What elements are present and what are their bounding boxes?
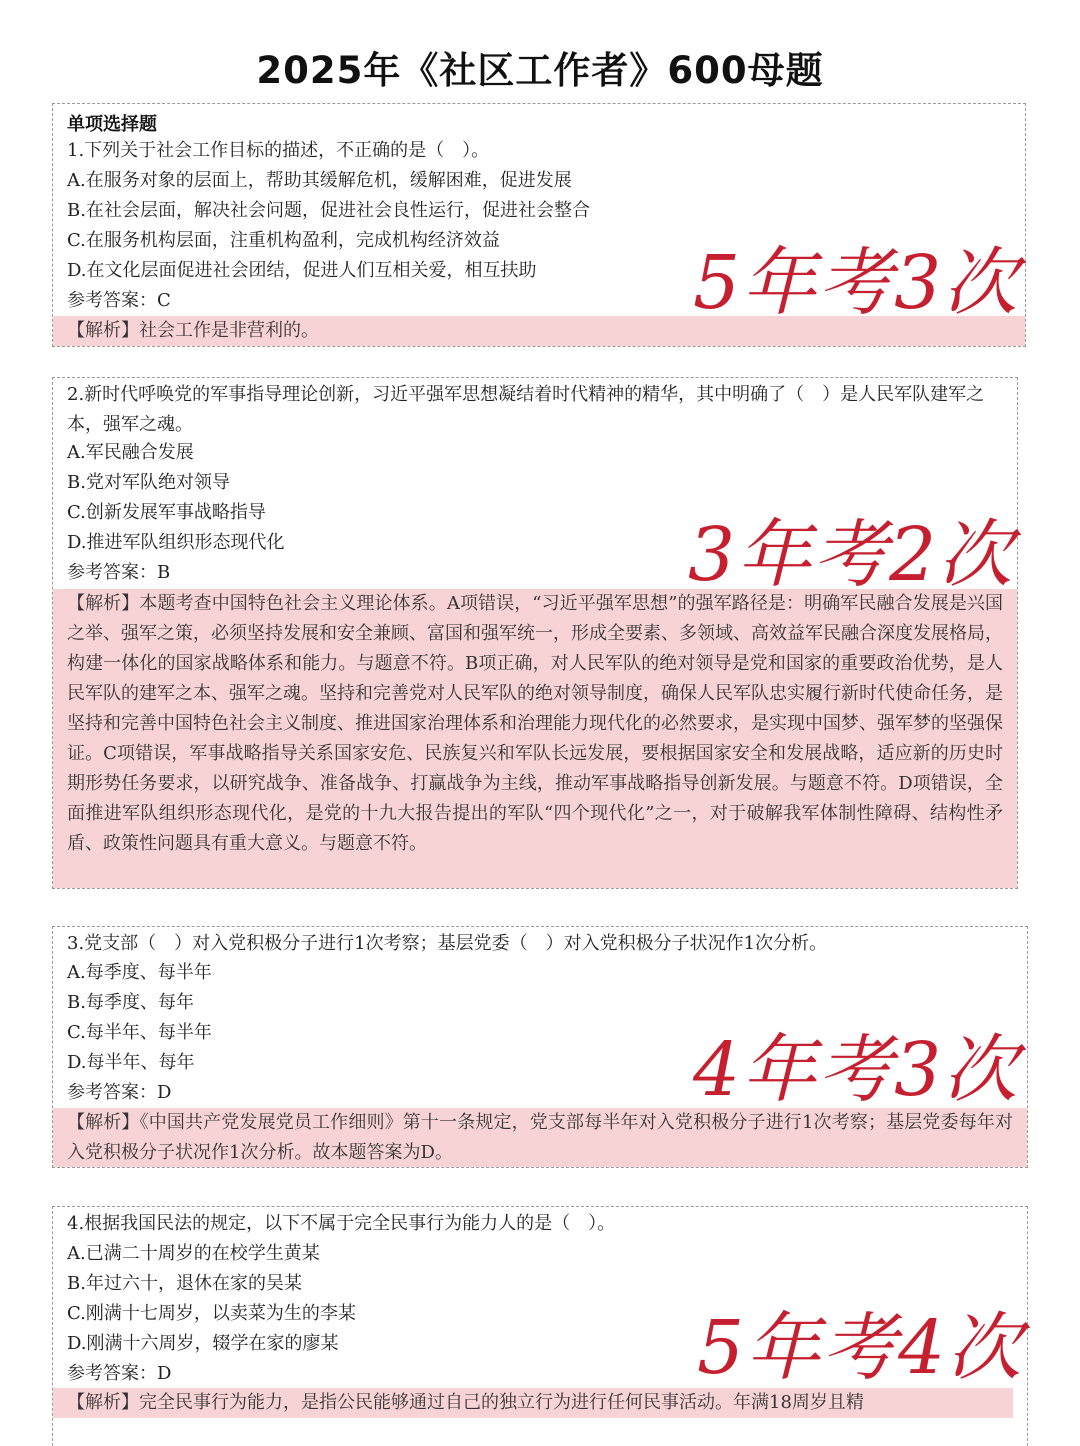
frequency-stamp: 3年考2次 [688, 512, 1015, 598]
option-a: A.军民融合发展 [67, 442, 194, 463]
option-a: A.已满二十周岁的在校学生黄某 [67, 1243, 320, 1264]
option-b: B.年过六十，退休在家的吴某 [67, 1273, 302, 1294]
option-a: A.每季度、每半年 [67, 962, 212, 983]
reference-answer: 参考答案：B [67, 562, 171, 583]
analysis-block: 【解析】社会工作是非营利的。 [53, 316, 1025, 346]
question-card-2 [52, 377, 1018, 889]
reference-answer: 参考答案：D [67, 1082, 172, 1103]
question-card-1 [52, 103, 1026, 347]
section-title: 单项选择题 [67, 114, 157, 135]
option-b: B.每季度、每年 [67, 992, 194, 1013]
analysis-block: 【解析】完全民事行为能力，是指公民能够通过自己的独立行为进行任何民事活动。年满18周岁且精 [53, 1388, 1013, 1418]
option-d: D.推进军队组织形态现代化 [67, 532, 285, 553]
question-stem: 4.根据我国民法的规定，以下不属于完全民事行为能力人的是（ ）。 [67, 1213, 616, 1234]
option-b: B.党对军队绝对领导 [67, 472, 230, 493]
question-stem: 1.下列关于社会工作目标的描述，不正确的是（ ）。 [67, 140, 490, 161]
option-c: C.每半年、每半年 [67, 1022, 212, 1043]
frequency-stamp: 5年考4次 [697, 1305, 1024, 1391]
question-card-3 [52, 926, 1028, 1168]
analysis-block: 【解析】《中国共产党发展党员工作细则》第十一条规定，党支部每半年对入党积极分子进行1次考察；基层党委每年对入党积极分子状况作1次分析。故本题答案为D。 [53, 1108, 1027, 1167]
analysis-block: 【解析】本题考查中国特色社会主义理论体系。A项错误，“习近平强军思想”的强军路径是：明确军民融合发展是兴国之举、强军之策，必须坚持发展和安全兼顾、富国和强军统一，形成全要素、多领域、高效益军民融合深度发展格局，构建一体化的国家战略体系和能力。与题意不符。B项正确，对人民军队的绝对领导是党和国家的重要政治优势，是人民军队的建军之本、强军之魂。坚持和完善党对人民军队的绝对领导制度，确保人民军队忠实履行新时代使命任务，是坚持和完善中国特色社会主义制度、推进国家治理体系和治理能力现代化的必然要求，是实现中国梦、强军梦的坚强保证。C项错误，军事战略指导关系国家安危、民族复兴和军队长远发展，要根据国家安全和发展战略，适应新的历史时期形势任务要求，以研究战争、准备战争、打赢战争为主线，推动军事战略指导创新发展。与题意不符。D项错误，全面推进军队组织形态现代化，是党的十九大报告提出的军队“四个现代化”之一，对于破解我军体制性障碍、结构性矛盾、政策性问题具有重大意义。与题意不符。 [53, 589, 1017, 888]
reference-answer: 参考答案：C [67, 290, 171, 311]
option-d: D.每半年、每年 [67, 1052, 195, 1073]
option-d: D.刚满十六周岁，辍学在家的廖某 [67, 1333, 339, 1354]
question-card-4 [52, 1206, 1028, 1446]
reference-answer: 参考答案：D [67, 1363, 172, 1384]
option-c: C.刚满十七周岁，以卖菜为生的李某 [67, 1303, 356, 1324]
option-a: A.在服务对象的层面上，帮助其缓解危机，缓解困难，促进发展 [67, 170, 572, 191]
option-d: D.在文化层面促进社会团结，促进人们互相关爱，相互扶助 [67, 260, 537, 281]
frequency-stamp: 5年考3次 [693, 240, 1020, 326]
option-b: B.在社会层面，解决社会问题，促进社会良性运行，促进社会整合 [67, 200, 590, 221]
question-stem: 3.党支部（ ）对入党积极分子进行1次考察；基层党委（ ）对入党积极分子状况作1次分析。 [67, 933, 828, 954]
option-c: C.创新发展军事战略指导 [67, 502, 266, 523]
page-title: 2025年《社区工作者》600母题 [256, 49, 824, 92]
option-c: C.在服务机构层面，注重机构盈利，完成机构经济效益 [67, 230, 500, 251]
question-stem: 2.新时代呼唤党的军事指导理论创新，习近平强军思想凝结着时代精神的精华，其中明确了（ ）是人民军队建军之本，强军之魂。 [67, 384, 985, 435]
frequency-stamp: 4年考3次 [693, 1027, 1020, 1113]
